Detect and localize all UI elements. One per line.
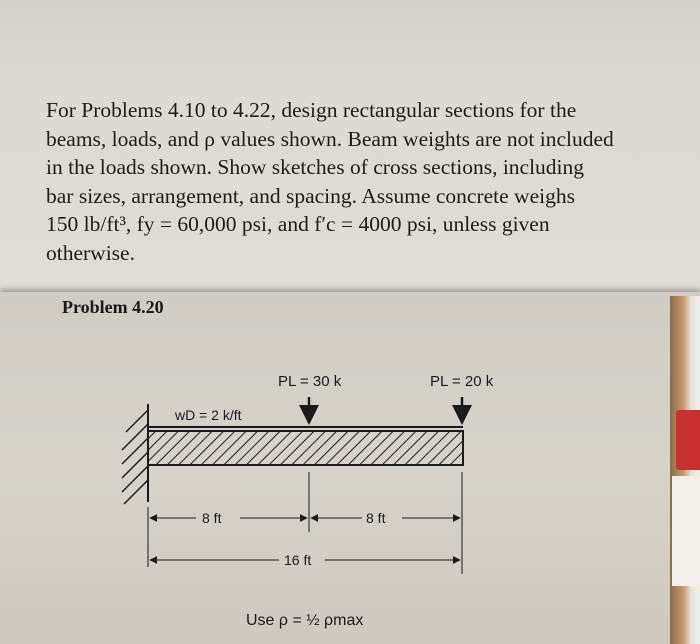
span1-label: 8 ft — [202, 510, 222, 526]
fixed-support — [122, 404, 148, 504]
rho-note: Use ρ = ½ ρmax — [246, 612, 364, 629]
problem-instructions — [46, 96, 692, 267]
load-label-midspan: PL = 30 k — [278, 373, 342, 390]
problem-label: Problem 4.20 — [62, 297, 164, 317]
instructions-line-4: bar sizes, arrangement, and spacing. Assume concrete weighs — [46, 183, 575, 208]
instructions-line-6: otherwise. — [46, 240, 135, 265]
instructions-line-3: in the loads shown. Show sketches of cross sections, including — [46, 155, 585, 179]
instructions-line-5: 150 lb/ft³, fy = 60,000 psi, and f′c = 4000 psi, unless given — [46, 212, 550, 236]
bleed-through-text — [250, 0, 700, 95]
span2-label: 8 ft — [366, 510, 386, 526]
dead-load-label: wD = 2 k/ft — [175, 407, 242, 423]
load-label-end: PL = 20 k — [430, 373, 494, 390]
beam — [148, 431, 463, 465]
total-span-label: 16 ft — [284, 552, 312, 568]
instructions-line-2: beams, loads, and ρ values shown. Beam weights are not included — [46, 126, 614, 151]
beam-diagram — [0, 292, 700, 644]
instructions-line-1: For Problems 4.10 to 4.22, design rectangular sections for the — [46, 98, 577, 122]
